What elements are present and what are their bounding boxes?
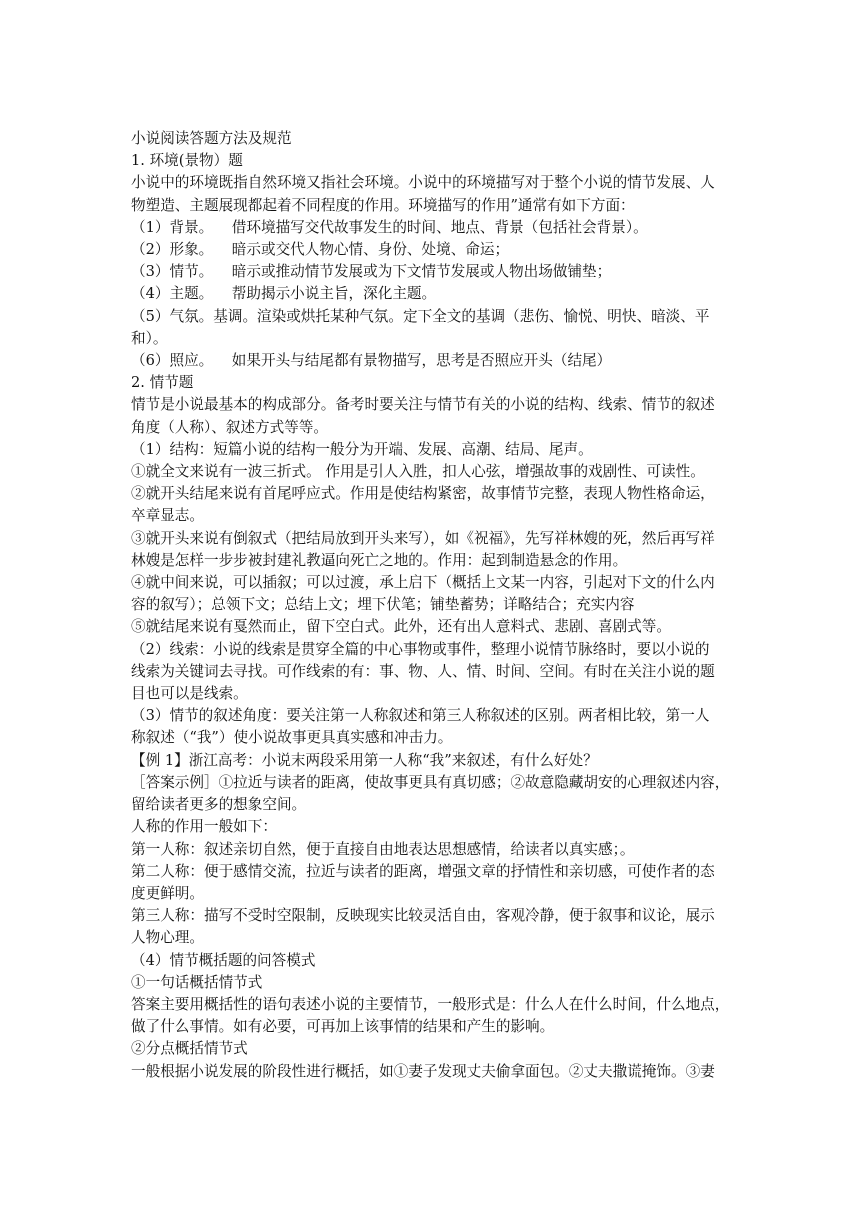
text-line: ①一句话概括情节式: [131, 973, 263, 991]
text-line: 人物心理。: [131, 929, 204, 947]
text-line: （2）线索：小说的线索是贯穿全篇的中心事物或事件，整理小说情节脉络时，要以小说的: [131, 640, 710, 658]
text-line: 一般根据小说发展的阶段性进行概括，如①妻子发现丈夫偷拿面包。②丈夫撒谎掩饰。③妻: [131, 1062, 715, 1080]
text-line: （2）形象。 暗示或交代人物心情、身份、处境、命运；: [131, 241, 510, 259]
document-title: 小说阅读答题方法及规范: [131, 130, 292, 147]
text-line: （1）背景。 借环境描写交代故事发生的时间、地点、背景（包括社会背景）。: [131, 218, 648, 236]
text-line: 留给读者更多的想象空间。: [131, 796, 307, 814]
text-line: 容的叙写）；总领下文；总结上文；埋下伏笔；铺垫蓄势；详略结合；充实内容: [131, 596, 635, 614]
text-line: （3）情节。 暗示或推动情节发展或为下文情节发展或人物出场做铺垫；: [131, 263, 612, 281]
answer-example: ［答案示例］①拉近与读者的距离，使故事更具有真切感；②故意隐藏胡安的心理叙述内容，: [131, 773, 730, 791]
text-line: 称叙述（“我”）使小说故事更具真实感和冲击力。: [131, 729, 453, 747]
text-line: 人称的作用一般如下：: [131, 818, 277, 836]
text-line: （1）结构：短篇小说的结构一般分为开端、发展、高潮、结局、尾声。: [131, 440, 593, 458]
text-line: ②就开头结尾来说有首尾呼应式。作用是使结构紧密，故事情节完整，表现人物性格命运，: [131, 485, 715, 503]
text-line: （3）情节的叙述角度：要关注第一人称叙述和第三人称叙述的区别。两者相比较，第一人: [131, 707, 710, 725]
text-line: 第一人称：叙述亲切自然，便于直接自由地表达思想感情，给读者以真实感；。: [131, 840, 635, 858]
text-line: 卒章显志。: [131, 507, 204, 525]
text-line: 物塑造、主题展现都起着不同程度的作用。环境描写的作用”通常有如下方面：: [131, 196, 635, 214]
text-line: ④就中间来说，可以插叙；可以过渡，承上启下（概括上文某一内容，引起对下文的什么内: [131, 574, 715, 592]
text-line: 情节是小说最基本的构成部分。备考时要关注与情节有关的小说的结构、线索、情节的叙述: [131, 396, 715, 414]
text-line: 做了什么事情。如有必要，可再加上该事情的结果和产生的影响。: [131, 1018, 555, 1036]
text-line: 第三人称：描写不受时空限制，反映现实比较灵活自由，客观冷静，便于叙事和议论，展示: [131, 907, 715, 925]
document-page: [131, 128, 732, 1083]
section-heading-plot: 2. 情节题: [131, 374, 194, 392]
text-line: ②分点概括情节式: [131, 1040, 248, 1058]
text-line: 答案主要用概括性的语句表述小说的主要情节，一般形式是：什么人在什么时间，什么地点，: [131, 995, 730, 1013]
text-line: （6）照应。 如果开头与结尾都有景物描写，思考是否照应开头（结尾）: [131, 352, 612, 370]
text-line: （4）主题。 帮助揭示小说主旨，深化主题。: [131, 285, 437, 303]
text-line: ①就全文来说有一波三折式。 作用是引人入胜，扣人心弦，增强故事的戏剧性、可读性。: [131, 463, 705, 481]
text-line: 度更鲜明。: [131, 884, 204, 902]
text-line: ⑤就结尾来说有戛然而止，留下空白式。此外，还有出人意料式、悲剧、喜剧式等。: [131, 618, 671, 636]
text-line: 角度（人称）、叙述方式等等。: [131, 418, 329, 436]
text-line: 和）。: [131, 329, 168, 347]
subsection-heading: （4）情节概括题的问答模式: [131, 951, 316, 969]
text-line: 第二人称：便于感情交流，拉近与读者的距离，增强文章的抒情性和亲切感，可使作者的态: [131, 862, 715, 880]
text-line: 目也可以是线索。: [131, 685, 248, 703]
section-heading-environment: 1. 环境(景物）题: [131, 152, 243, 170]
text-line: ③就开头来说有倒叙式（把结局放到开头来写），如《祝福》，先写祥林嫂的死，然后再写祥: [131, 529, 715, 547]
text-line: 林嫂是怎样一步步被封建礼教逼向死亡之地的。作用：起到制造悬念的作用。: [131, 551, 628, 569]
example-question: 【例 1】浙江高考：小说末两段采用第一人称“我”来叙述，有什么好处？: [131, 751, 598, 769]
text-line: 小说中的环境既指自然环境又指社会环境。小说中的环境描写对于整个小说的情节发展、人: [131, 174, 715, 192]
text-line: （5）气氛。基调。渲染或烘托某种气氛。定下全文的基调（悲伤、愉悦、明快、暗淡、平: [131, 307, 710, 325]
text-line: 线索为关键词去寻找。可作线索的有：事、物、人、情、时间、空间。有时在关注小说的题: [131, 662, 715, 680]
